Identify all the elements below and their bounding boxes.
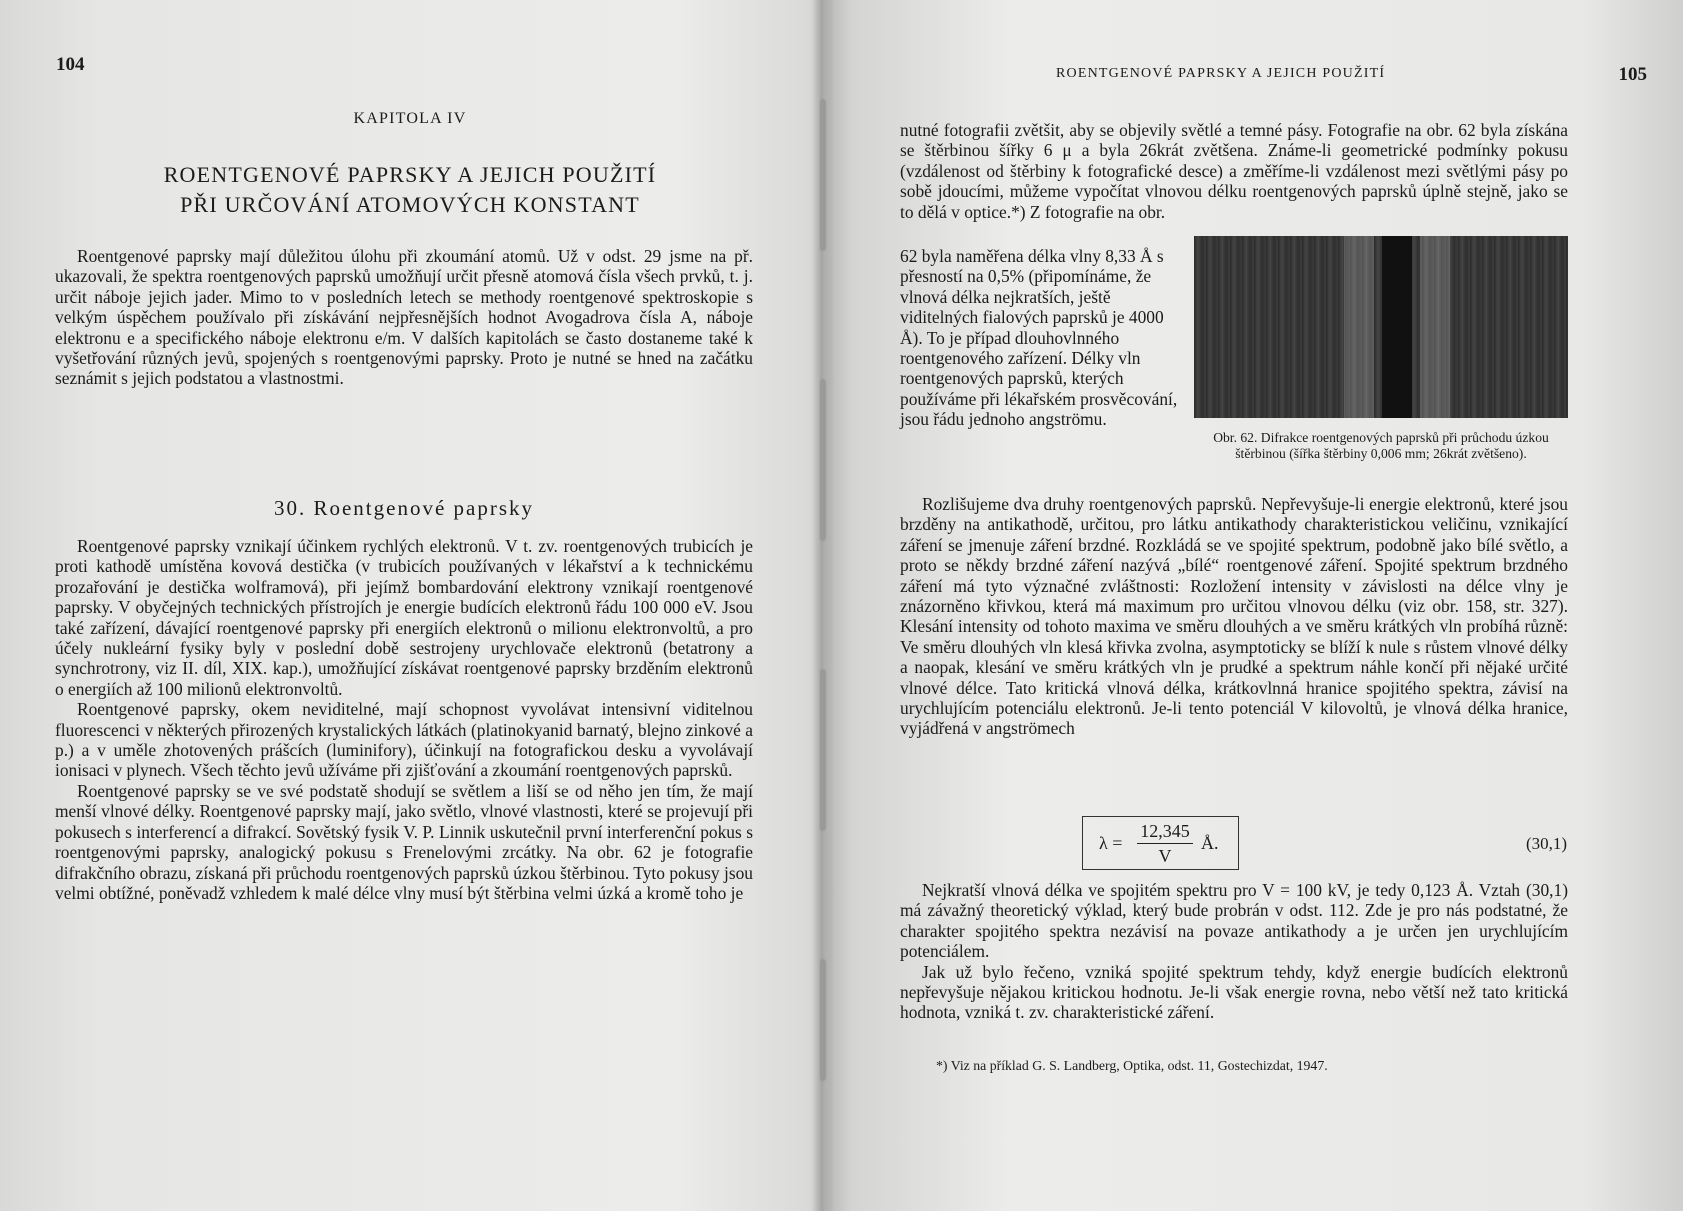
formula-denominator: V (1158, 846, 1172, 866)
footnote: *) Viz na příklad G. S. Landberg, Optika, odst. 11, Gostechizdat, 1947. (936, 1058, 1328, 1073)
main-text (900, 494, 1568, 739)
side-text (900, 246, 1190, 430)
figure-caption: Obr. 62. Difrakce roentgenových paprsků při průchodu úzkou štěrbinou (šířka štěrbiny 0,006 mm; 26krát zvětšeno). (1213, 430, 1549, 461)
paragraph: Roentgenové paprsky, okem neviditelné, mají schopnost vyvolávat intensivní viditelnou fluorescenci v některých přirozených krystalických látkách (platinokyanid barnatý, blejno zinkové a p.) a v uměle zhotovených prášcích (luminifory), účinkují na fotografickou desku a vyvolávají ionisaci v plynech. Všech těchto jevů užíváme při zjišťování a zkoumání roentgenových paprsků. (55, 699, 753, 781)
chapter-title-line: PŘI URČOVÁNÍ ATOMOVÝCH KONSTANT (180, 192, 640, 217)
right-page (826, 0, 1683, 1211)
paragraph: Jak už bylo řečeno, vzniká spojité spektrum tehdy, když energie budících elektronů nepřevyšuje nějakou kritickou hodnotu. Je-li však energie rovna, nebo větší než tato kritická hodnota, vzniká t. zv. charakteristické záření. (900, 961, 1568, 1023)
paragraph: Roentgenové paprsky se ve své podstatě shodují se světlem a liší se od něho jen tím, že mají menší vlnové délky. Roentgenové paprsky mají, jako světlo, vlnové vlastnosti, které se projevují při pokusech s interferencí a difrakcí. Sovětský fysik V. P. Linnik uskutečnil první interferenční pokus s roentgenovými paprsky, analogický pokusu s Frenelovými zrcátky. Na obr. 62 je fotografie difrakčního obrazu, získaná při průchodu roentgenových paprsků úzkou štěrbinou. Tyto pokusy jsou velmi obtížné, poněvadž vzhledem k malé délce vlny musí být štěrbina velmi úzká a kromě toho je (55, 780, 753, 903)
top-text (900, 120, 1568, 222)
paragraph: 62 byla naměřena délka vlny 8,33 Å s přesností na 0,5% (připomínáme, že vlnová délka nejkratších, ještě viditelných fialových paprsků je 4000 Å). To je případ dlouhovlnného roentgenového zařízení. Délky vln roentgenových paprsků, kterých používáme při lékařském prosvěcování, jsou řádu jednoho angströmu. (900, 246, 1178, 430)
running-head: ROENTGENOVÉ PAPRSKY A JEJICH POUŽITÍ (1056, 66, 1386, 81)
binding-thread (821, 960, 825, 1080)
paragraph: Rozlišujeme dva druhy roentgenových paprsků. Nepřevyšuje-li energie elektronů, které jsou brzděny na antikathodě, určitou, pro látku antikathody charakteristickou veličinu, vznikající záření se jmenuje záření brzdné. Rozkládá se ve spojité spektrum, podobně jako bílé světlo, a proto se někdy brzdné záření nazývá „bílé“ roentgenové záření. Spojité spektrum brzdného záření má tyto význačné zvláštnosti: Rozložení intensity v závislosti na délce vlny je znázorněno křivkou, která má maximum pro určitou vlnovou délku (viz obr. 158, str. 327). Klesání intensity od tohoto maxima ve směru dlouhých a ve směru krátkých vln probíhá různě: Ve směru dlouhých vln klesá křivka zvolna, asymptoticky se blíží k nule s růstem vlnové délky a naopak, klesání ve směru krátkých vln je prudké a spektrum náhle končí při nějaké určité vlnové délce. Tato kritická vlnová délka, krátkovlnná hranice spojitého spektra, závisí na urychlujícím potenciálu elektronů. Je-li tento potenciál V kilovoltů, je vlnová délka hranice, vyjádřená v angströmech (900, 494, 1568, 739)
binding-thread (821, 380, 825, 540)
paragraph: Nejkratší vlnová délka ve spojitém spektru pro V = 100 kV, je tedy 0,123 Å. Vztah (30,1) má závažný theoretický výklad, který bude probrán v odst. 112. Zde je pro nás podstatné, že charakter spojitého spektra nezávisí na povaze antikathody a je určen jen urychlujícím potenciálem. (900, 880, 1568, 962)
formula-unit: Å. (1201, 833, 1219, 853)
section-heading: 30. Roentgenové paprsky (273, 496, 535, 520)
formula-fraction (1137, 821, 1193, 867)
paragraph: nutné fotografii zvětšit, aby se objevily světlé a temné pásy. Fotografie na obr. 62 byla získána se štěrbinou šířky 6 μ a byla 26krát zvětšena. Známe-li geometrické podmínky pokusu (vzdálenost od štěrbiny k fotografické desce) a změříme-li vzdálenost mezi světlými pásy po sobě jdoucími, můžeme vypočítat vlnovou délku roentgenových paprsků úplně stejně, jako se to dělá v optice.*) Z fotografie na obr. (900, 120, 1568, 222)
paragraph: Roentgenové paprsky mají důležitou úlohu při zkoumání atomů. Už v odst. 29 jsme na př. ukazovali, že spektra roentgenových paprsků umožňují určit přesně atomová čísla všech prvků, t. j. určit náboje jejich jader. Mimo to v posledních letech se methody roentgenové spektroskopie s velkým úspěchem používalo při získávání nejpřesnějších hodnot Avogadrova čísla A, náboje elektronu e a specifického náboje elektronu e/m. V dalších kapitolách se často dostaneme také k vyšetřování různých jevů, spojených s roentgenovými paprsky. Proto je nutné se hned na začátku seznámit s jejich podstatou a vlastnostmi. (55, 246, 753, 389)
binding-thread (821, 100, 825, 250)
page-number: 105 (1618, 64, 1647, 85)
chapter-title (0, 160, 820, 220)
formula-numerator: 12,345 (1137, 821, 1193, 844)
intro-text (55, 246, 753, 389)
equation-number: (30,1) (1526, 834, 1568, 853)
left-page (0, 0, 820, 1211)
light-band (1344, 236, 1374, 418)
paragraph: Roentgenové paprsky vznikají účinkem rychlých elektronů. V t. zv. roentgenových trubicích je proti kathodě umístěna kovová destička (v trubicích používaných v lékařství a k technickému prozařování je destička wolframová), při jejímž bombardování elektrony vznikají roentgenové paprsky. V obyčejných technických přístrojích je energie budících elektronů řádu 100 000 eV. Jsou také zařízení, dávající roentgenové paprsky při energiích elektronů o milionu elektronvoltů, a pro účely nukleární fysiky byly v poslední době sestrojeny urychlovače elektronů (betatrony a synchrotrony, viz II. díl, XIX. kap.), umožňující získávat roentgenové paprsky brzděním elektronů o energiích až 100 milionů elektronvoltů. (55, 536, 753, 699)
section-body (55, 536, 753, 903)
chapter-label: KAPITOLA IV (353, 110, 467, 127)
binding-thread (821, 670, 825, 830)
closing-text (900, 880, 1568, 1023)
formula-lhs: λ = (1099, 833, 1123, 853)
diffraction-photo (1194, 236, 1568, 418)
page-number: 104 (56, 54, 85, 75)
light-band (1420, 236, 1450, 418)
dark-band (1382, 236, 1412, 418)
chapter-title-line: ROENTGENOVÉ PAPRSKY A JEJICH POUŽITÍ (163, 162, 657, 187)
formula-box (1082, 816, 1239, 870)
